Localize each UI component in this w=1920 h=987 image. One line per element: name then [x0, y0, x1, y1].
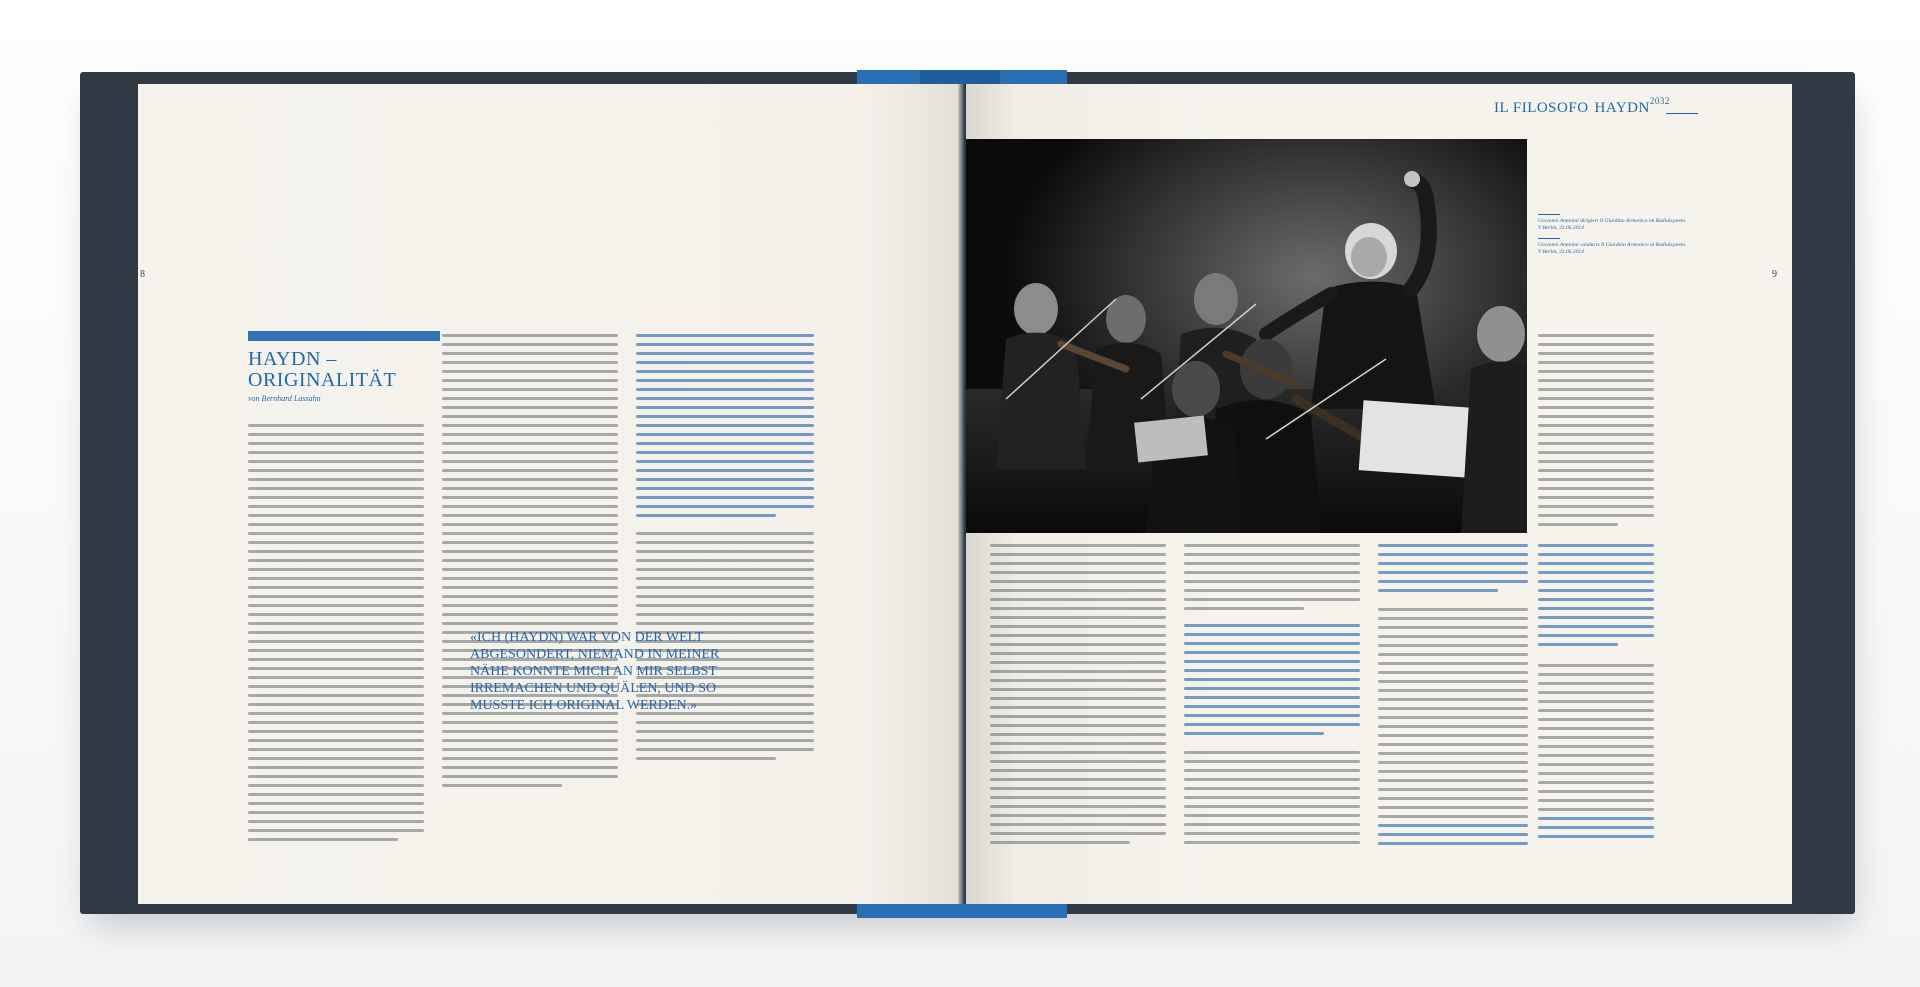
- caption-english: Giovanni Antonini conducts Il Giardino Armonico at Radialsystem V Berlin, 21.06.2014: [1538, 242, 1686, 255]
- article-title-line2: ORIGINALITÄT: [248, 369, 397, 391]
- orchestra-photo-image: [966, 139, 1527, 533]
- header-superscript: 2032: [1649, 96, 1670, 106]
- article-title-line1: HAYDN –: [248, 348, 337, 370]
- header-rule: [1666, 113, 1698, 114]
- right-page-number: 9: [1772, 269, 1777, 280]
- left-page-number: 8: [140, 269, 145, 280]
- running-header: [1494, 98, 1670, 117]
- left-page: [138, 84, 964, 904]
- title-accent-bar: [248, 331, 440, 341]
- caption-german: Giovanni Antonini dirigiert Il Giardino Armonico im Radialsystem V Berlin, 21.06.2014: [1538, 218, 1686, 231]
- header-subject-text: HAYDN: [1594, 100, 1650, 116]
- caption-rule-2: [1538, 238, 1560, 239]
- caption-rule-1: [1538, 214, 1560, 215]
- right-page: [966, 84, 1792, 904]
- article-byline: von Bernhard Lassahn: [248, 394, 321, 403]
- orchestra-photo: [966, 139, 1527, 533]
- header-subject: [1595, 98, 1670, 117]
- header-series: IL FILOSOFO: [1494, 100, 1589, 116]
- pull-quote: «ICH (HAYDN) WAR VON DER WELT ABGESONDERT, NIEMAND IN MEINER NÄHE KONNTE MICH AN MIR SELBST IRREMACHEN UND QUÄLEN, UND SO MUSSTE ICH ORIGINAL WERDEN.»: [470, 630, 720, 713]
- spine-tab: [920, 70, 1000, 84]
